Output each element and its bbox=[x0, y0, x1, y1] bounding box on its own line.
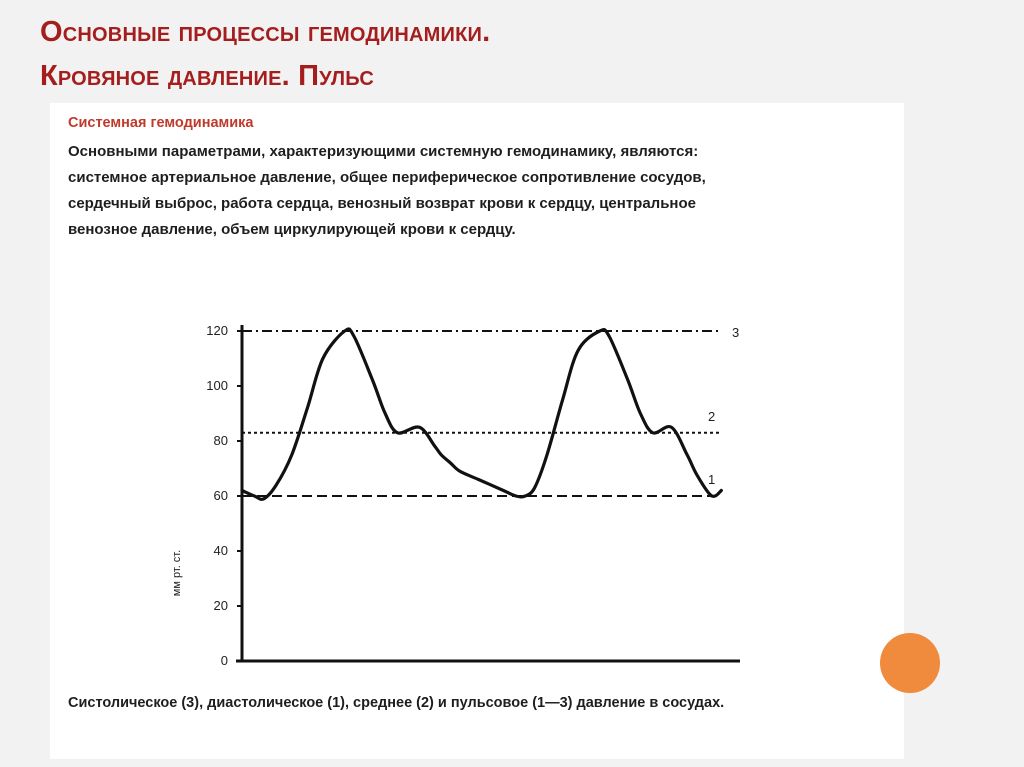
slide-title-line-2: Кровяное давление. Пульс bbox=[40, 60, 375, 92]
y-tick-label: 60 bbox=[213, 488, 228, 503]
y-tick-label: 20 bbox=[213, 598, 228, 613]
y-axis-label: мм рт. ст. bbox=[171, 549, 183, 597]
reference-lines bbox=[242, 325, 739, 496]
chart-caption: Систолическое (3), диастолическое (1), среднее (2) и пульсовое (1—3) давление в сосудах. bbox=[68, 695, 725, 711]
chart-axes bbox=[236, 325, 740, 661]
reference-label-3: 3 bbox=[732, 325, 740, 340]
y-tick-label: 40 bbox=[213, 543, 228, 558]
decorative-orange-circle bbox=[880, 633, 940, 693]
y-ticks bbox=[206, 323, 242, 668]
reference-label-1: 1 bbox=[708, 472, 716, 487]
intro-line: сердечный выброс, работа сердца, венозный возврат крови к сердцу, центральное bbox=[68, 195, 696, 212]
blood-pressure-chart bbox=[50, 103, 904, 759]
y-tick-label: 80 bbox=[213, 433, 228, 448]
intro-line: венозное давление, объем циркулирующей крови к сердцу. bbox=[68, 221, 516, 238]
content-panel bbox=[50, 103, 904, 759]
y-tick-label: 0 bbox=[220, 653, 228, 668]
y-tick-label: 120 bbox=[206, 323, 228, 338]
y-tick-label: 100 bbox=[206, 378, 228, 393]
slide-title-line-1: Основные процессы гемодинамики. bbox=[40, 16, 491, 48]
chart-series bbox=[242, 329, 721, 499]
reference-label-2: 2 bbox=[708, 408, 716, 424]
intro-line: Основными параметрами, характеризующими системную гемодинамику, являются: bbox=[68, 143, 699, 160]
slide-title bbox=[40, 10, 490, 98]
pressure-curve bbox=[242, 329, 721, 499]
section-heading: Системная гемодинамика bbox=[68, 115, 254, 131]
intro-line: системное артериальное давление, общее периферическое сопротивление сосудов, bbox=[68, 169, 706, 186]
